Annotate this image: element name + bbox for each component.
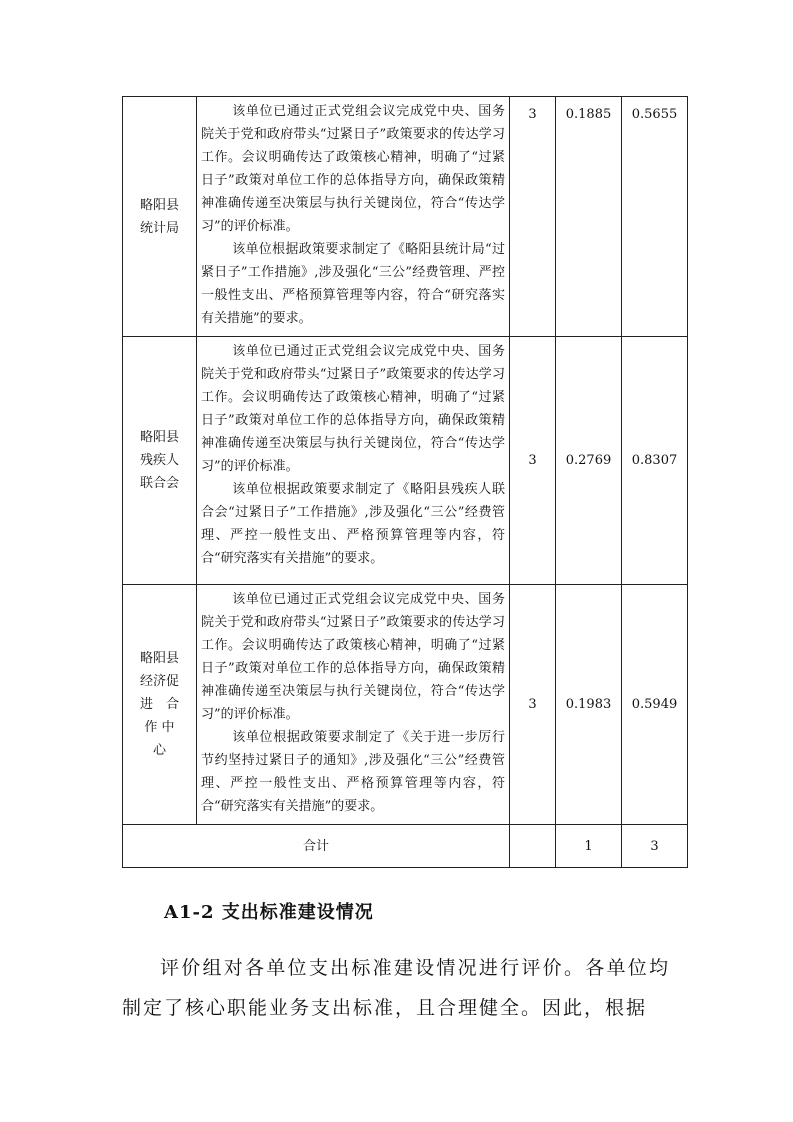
- total-value-cell: 3: [622, 825, 688, 868]
- value-cell: 0.8307: [622, 337, 688, 585]
- description-paragraph: 该单位根据政策要求制定了《关于进一步厉行节约坚持过紧日子的通知》,涉及强化“三公”经费管理、严控一般性支出、严格预算管理等内容，符合“研究落实有关措施”的要求。: [201, 730, 505, 814]
- description-paragraph: 该单位根据政策要求制定了《略阳县统计局“过紧日子”工作措施》,涉及强化“三公”经费管理、严控一般性支出、严格预算管理等内容，符合“研究落实有关措施”的要求。: [201, 242, 505, 326]
- score-cell: 0.1983: [556, 585, 622, 825]
- section-title: A1-2 支出标准建设情况: [164, 902, 374, 923]
- table-row: [123, 97, 688, 337]
- unit-name-cell: 略阳县 统计局: [123, 97, 197, 337]
- weight-cell: 3: [510, 585, 556, 825]
- value-cell: 0.5655: [622, 97, 688, 337]
- description-paragraph: 该单位已通过正式党组会议完成党中央、国务院关于党和政府带头“过紧日子”政策要求的传达学习工作。会议明确传达了政策核心精神，明确了“过紧日子”政策对单位工作的总体指导方向，确保政策精神准确传递至决策层与执行关键岗位，符合“传达学习”的评价标准。: [201, 344, 505, 474]
- description-paragraph: 该单位已通过正式党组会议完成党中央、国务院关于党和政府带头“过紧日子”政策要求的传达学习工作。会议明确传达了政策核心精神，明确了“过紧日子”政策对单位工作的总体指导方向，确保政策精神准确传递至决策层与执行关键岗位，符合“传达学习”的评价标准。: [201, 592, 505, 722]
- body-paragraph: 评价组对各单位支出标准建设情况进行评价。各单位均制定了核心职能业务支出标准，且合理健全。因此，根据: [122, 957, 670, 1019]
- value-cell: 0.5949: [622, 585, 688, 825]
- total-label: 合计: [123, 825, 510, 868]
- description-paragraph: 该单位根据政策要求制定了《略阳县残疾人联合会“过紧日子”工作措施》,涉及强化“三公”经费管理、严控一般性支出、严格预算管理等内容，符合“研究落实有关措施”的要求。: [201, 482, 505, 566]
- table-row: [123, 337, 688, 585]
- unit-name-cell: 略阳县 经济促 进 合 作 中 心: [123, 585, 197, 825]
- total-score-cell: 1: [556, 825, 622, 868]
- weight-cell: 3: [510, 97, 556, 337]
- description-cell: [197, 585, 510, 825]
- total-row: [123, 825, 688, 868]
- weight-cell: 3: [510, 337, 556, 585]
- total-weight-cell: [510, 825, 556, 868]
- score-cell: 0.2769: [556, 337, 622, 585]
- description-paragraph: 该单位已通过正式党组会议完成党中央、国务院关于党和政府带头“过紧日子”政策要求的传达学习工作。会议明确传达了政策核心精神，明确了“过紧日子”政策对单位工作的总体指导方向，确保政策精神准确传递至决策层与执行关键岗位，符合“传达学习”的评价标准。: [201, 104, 505, 234]
- description-cell: [197, 337, 510, 585]
- table-row: [123, 585, 688, 825]
- score-cell: 0.1885: [556, 97, 622, 337]
- evaluation-table: [122, 96, 688, 868]
- description-cell: [197, 97, 510, 337]
- unit-name-cell: 略阳县 残疾人 联合会: [123, 337, 197, 585]
